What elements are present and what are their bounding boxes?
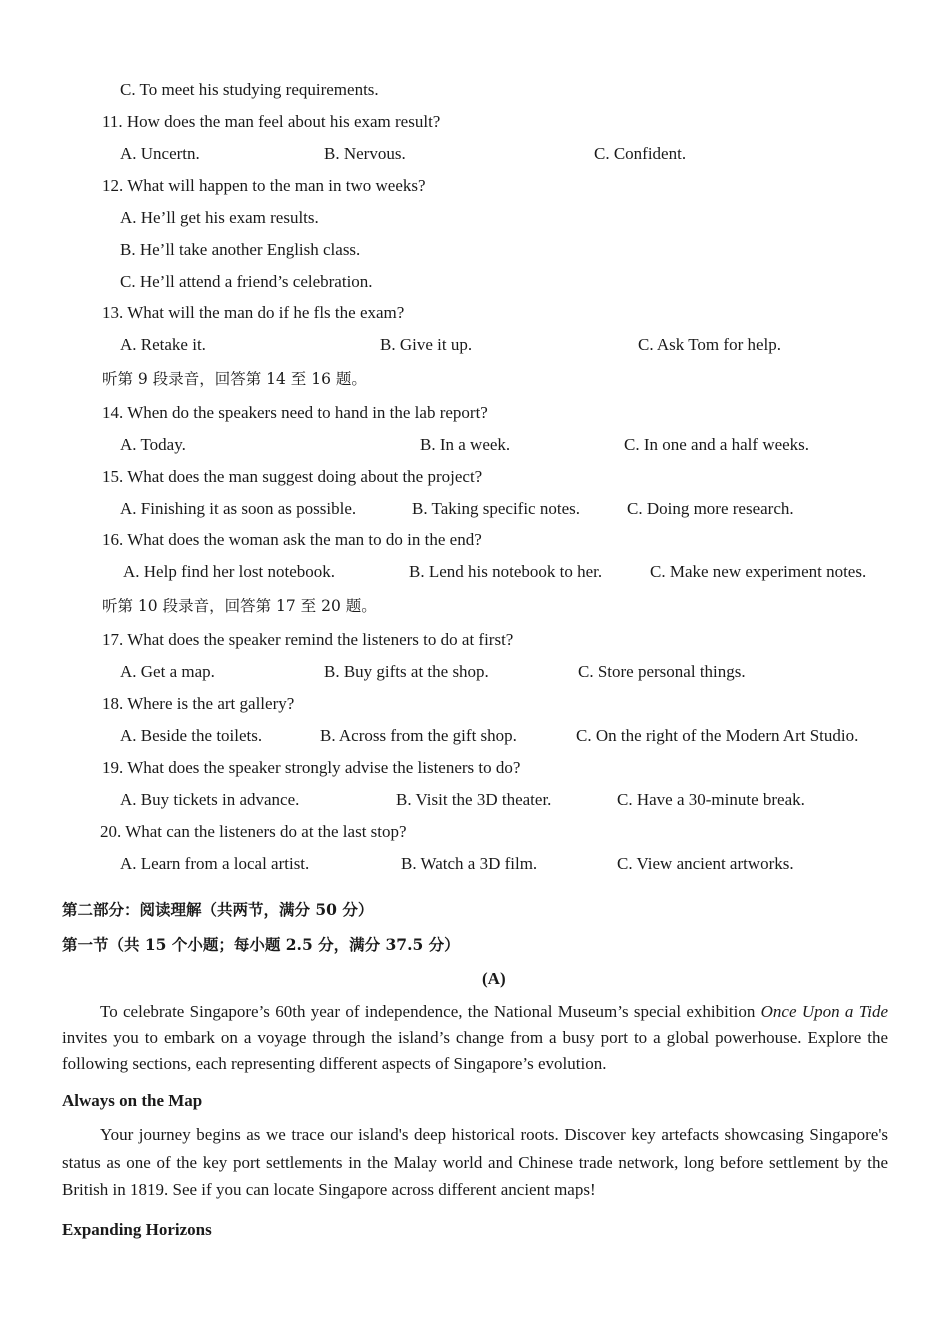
q20-option-a: A. Learn from a local artist. (120, 854, 310, 873)
q19-stem: 19. What does the speaker strongly advise the listeners to do? (102, 758, 521, 777)
q11-option-a: A. Uncertn. (120, 144, 200, 163)
q11-option-c: C. Confident. (594, 144, 687, 163)
section-one-heading: 第一节（共 15 个小题；每小题 2.5 分，满分 37.5 分） (62, 935, 460, 954)
q18-option-c: C. On the right of the Modern Art Studio. (576, 726, 859, 745)
q13-option-c: C. Ask Tom for help. (638, 335, 781, 354)
q17-stem: 17. What does the speaker remind the listeners to do at first? (102, 630, 514, 649)
q12-option-a: A. He’ll get his exam results. (120, 208, 319, 227)
q14-stem: 14. When do the speakers need to hand in the lab report? (102, 403, 488, 422)
q19-option-c: C. Have a 30-minute break. (617, 790, 805, 809)
q20-option-b: B. Watch a 3D film. (401, 854, 538, 873)
q16-option-b: B. Lend his notebook to her. (409, 562, 603, 581)
heading-expanding-horizons: Expanding Horizons (62, 1220, 212, 1239)
q17-option-b: B. Buy gifts at the shop. (324, 662, 489, 681)
q12-stem: 12. What will happen to the man in two weeks? (102, 176, 426, 195)
q14-option-c: C. In one and a half weeks. (624, 435, 810, 454)
q17-option-a: A. Get a map. (120, 662, 215, 681)
q18-stem: 18. Where is the art gallery? (102, 694, 295, 713)
q11-stem: 11. How does the man feel about his exam result? (102, 112, 441, 131)
part-two-heading: 第二部分：阅读理解（共两节，满分 50 分） (62, 900, 374, 919)
q16-stem: 16. What does the woman ask the man to do in the end? (102, 530, 482, 549)
heading-always-on-the-map: Always on the Map (62, 1091, 203, 1110)
intro-text-before: To celebrate Singapore’s 60th year of independence, the National Museum’s special exhibition (100, 1002, 761, 1021)
q13-option-a: A. Retake it. (120, 335, 206, 354)
instruction-passage-9: 听第 9 段录音，回答第 14 至 16 题。 (102, 370, 367, 388)
always-on-the-map-paragraph: Your journey begins as we trace our island's deep historical roots. Discover key artefacts showcasing Singapore's status as one of the key port settlements in the Malay world and Chinese trade network, long before settlement by the British in 1819. See if you can locate Singapore across different ancient maps! (62, 1125, 888, 1199)
exhibition-title: Once Upon a Tide (760, 1002, 888, 1021)
q20-option-c: C. View ancient artworks. (617, 854, 794, 873)
q12-option-c: C. He’ll attend a friend’s celebration. (120, 272, 373, 291)
q14-option-b: B. In a week. (420, 435, 511, 454)
passage-label: (A) (482, 969, 506, 988)
q15-option-a: A. Finishing it as soon as possible. (120, 499, 357, 518)
q17-option-c: C. Store personal things. (578, 662, 746, 681)
q12-option-b: B. He’ll take another English class. (120, 240, 361, 259)
q20-stem: 20. What can the listeners do at the last stop? (100, 822, 407, 841)
q19-option-a: A. Buy tickets in advance. (120, 790, 300, 809)
q16-option-a: A. Help find her lost notebook. (123, 562, 335, 581)
q14-option-a: A. Today. (120, 435, 186, 454)
q16-option-c: C. Make new experiment notes. (650, 562, 867, 581)
q15-option-b: B. Taking specific notes. (412, 499, 580, 518)
q11-option-b: B. Nervous. (324, 144, 406, 163)
q18-option-a: A. Beside the toilets. (120, 726, 263, 745)
q13-stem: 13. What will the man do if he fls the exam? (102, 303, 405, 322)
q10-option-c: C. To meet his studying requirements. (120, 80, 379, 99)
q15-stem: 15. What does the man suggest doing about the project? (102, 467, 483, 486)
intro-text-after: invites you to embark on a voyage through the island’s change from a busy port to a global powerhouse. Explore the following sections, each representing different aspects of Singapore’s evolution. (62, 1028, 888, 1073)
q18-option-b: B. Across from the gift shop. (320, 726, 517, 745)
intro-paragraph (62, 999, 888, 1077)
q13-option-b: B. Give it up. (380, 335, 473, 354)
q19-option-b: B. Visit the 3D theater. (396, 790, 552, 809)
q15-option-c: C. Doing more research. (627, 499, 794, 518)
instruction-passage-10: 听第 10 段录音，回答第 17 至 20 题。 (102, 597, 377, 615)
